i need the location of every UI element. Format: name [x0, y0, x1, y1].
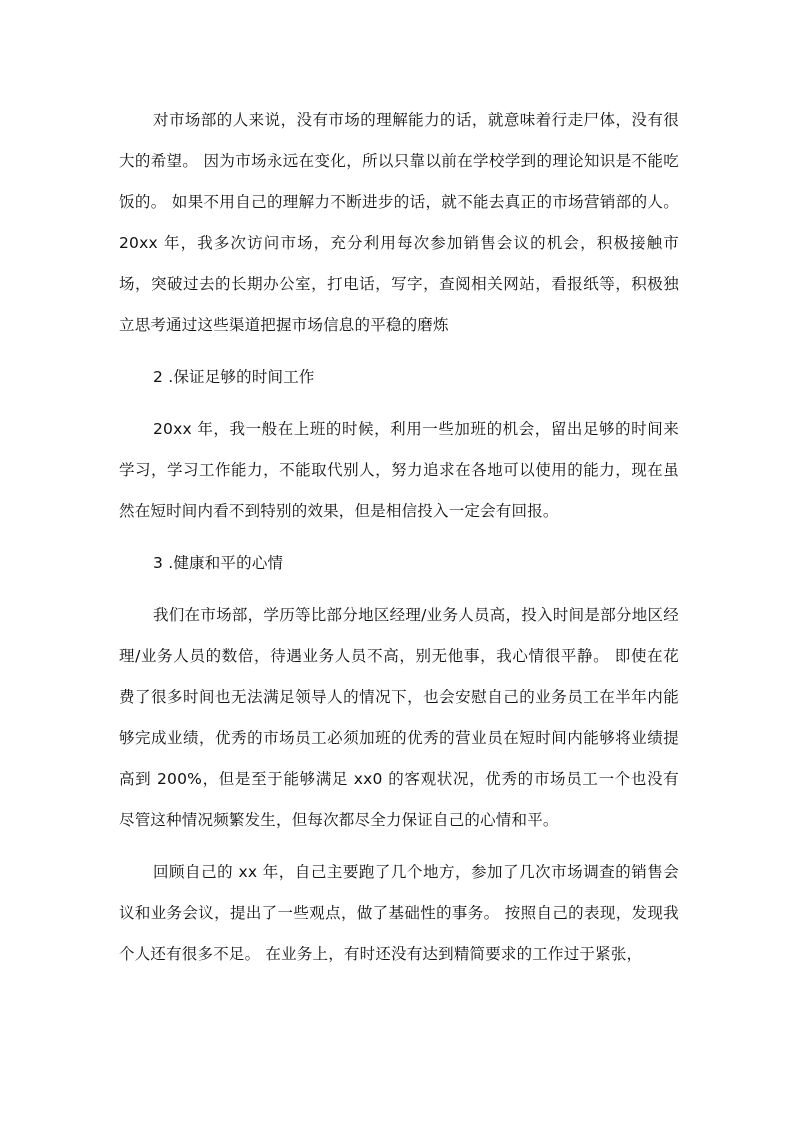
document-body — [119, 100, 679, 975]
section-heading-3: 3 .健康和平的心情 — [153, 554, 284, 572]
section-heading-2: 2 .保证足够的时间工作 — [153, 368, 315, 386]
paragraph-review: 回顾自己的 xx 年，自己主要跑了几个地方，参加了几次市场调查的销售会议和业务会议，提出了一些观点，做了基础性的事务。 按照自己的表现，发现我个人还有很多不足。 在业务上，有时还没有达到精简要求的工作过于紧张， — [119, 863, 679, 963]
paragraph-work-time: 20xx 年，我一般在上班的时候，利用一些加班的机会，留出足够的时间来学习，学习工作能力，不能取代别人，努力追求在各地可以使用的能力，现在虽然在短时间内看不到特别的效果，但是相信投入一定会有回报。 — [119, 420, 679, 520]
paragraph-peaceful-mood: 我们在市场部，学历等比部分地区经理/业务人员高，投入时间是部分地区经理/业务人员的数倍，待遇业务人员不高，别无他事，我心情很平静。 即使在花费了很多时间也无法满足领导人的情况下，也会安慰自己的业务员工在半年内能够完成业绩，优秀的市场员工必须加班的优秀的营业员在短时间内能够将业绩提高到 200%，但是至于能够满足 xx0 的客观状况，优秀的市场员工一个也没有尽管这种情况频繁发生，但每次都尽全力保证自己的心情和平。 — [119, 606, 679, 829]
paragraph-market-understanding: 对市场部的人来说，没有市场的理解能力的话，就意味着行走尸体，没有很大的希望。 因为市场永远在变化，所以只靠以前在学校学到的理论知识是不能吃饭的。 如果不用自己的理解力不断进步的话，就不能去真正的市场营销部的人。 20xx 年，我多次访问市场，充分利用每次参加销售会议的机会，积极接触市场，突破过去的长期办公室，打电话，写字，查阅相关网站，看报纸等，积极独立思考通过这些渠道把握市场信息的平稳的磨炼 — [119, 111, 679, 334]
